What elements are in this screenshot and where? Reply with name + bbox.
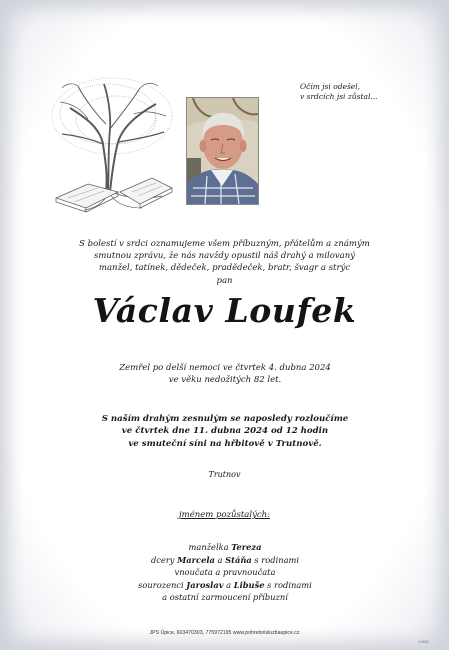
place-name: Trutnov bbox=[208, 470, 241, 479]
mourner-grandchildren: vnoučata a pravnoučata bbox=[174, 567, 276, 578]
document-code: 0:0652 bbox=[418, 640, 429, 644]
on-behalf-heading bbox=[0, 510, 449, 520]
funeral-details bbox=[60, 413, 390, 450]
announcement-text bbox=[62, 238, 387, 287]
motto bbox=[300, 82, 410, 102]
mourner-daughters: dcery Marcela a Stáňa s rodinami bbox=[150, 554, 300, 565]
mourners-list bbox=[60, 541, 390, 604]
announcement-line-1: S bolestí v srdci oznamujeme všem příbuzným, přátelům a známým bbox=[79, 239, 370, 249]
mourner-wife: manželka Tereza bbox=[188, 542, 262, 552]
announcement-line-2: smutnou zprávu, že nás navždy opustil náš drahý a milovaný bbox=[93, 251, 356, 262]
deceased-name: Václav Loufek bbox=[92, 291, 357, 330]
on-behalf-label: jménem pozůstalých: bbox=[179, 510, 270, 520]
portrait-photo bbox=[186, 97, 259, 205]
mourner-others: a ostatní zarmoucení příbuzní bbox=[162, 592, 288, 603]
death-line-2: ve věku nedožitých 82 let. bbox=[168, 375, 282, 385]
funeral-service-footer: JPS Úpice, 603470303, 775972195 www.pohrebnisluzbaupice.cz bbox=[149, 630, 300, 636]
death-line-1: Zemřel po delší nemoci ve čtvrtek 4. dubna 2024 bbox=[119, 363, 331, 373]
funeral-line-3: ve smuteční síni na hřbitově v Trutnově. bbox=[128, 438, 322, 449]
mourner-siblings: sourozenci Jaroslav a Libuše s rodinami bbox=[138, 579, 312, 590]
motto-line-1: Očím jsi odešel, bbox=[300, 82, 361, 91]
funeral-line-2: ve čtvrtek dne 11. dubna 2024 od 12 hodin bbox=[121, 426, 329, 437]
tree-of-life-icon bbox=[48, 74, 176, 218]
announcement-line-3: manžel, tatínek, dědeček, pradědeček, bratr, švagr a strýc bbox=[98, 263, 351, 274]
funeral-line-1: S naším drahým zesnulým se naposledy rozloučíme bbox=[101, 414, 349, 424]
death-details bbox=[80, 362, 370, 386]
motto-line-2: v srdcích jsi zůstal... bbox=[300, 92, 378, 101]
announcement-line-4: pan bbox=[216, 275, 233, 286]
